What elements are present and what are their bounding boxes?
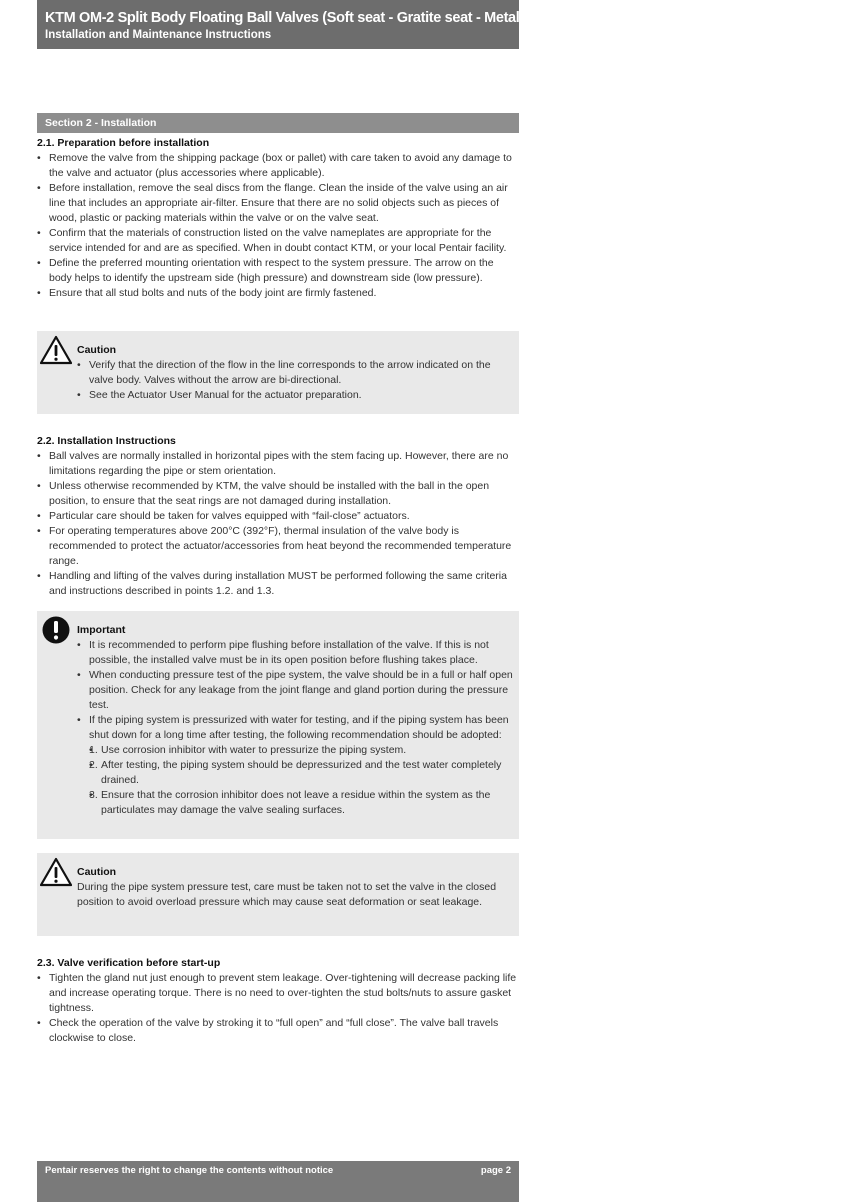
- important-list: [77, 638, 515, 818]
- caution-box-1: [37, 331, 519, 414]
- step-item: [89, 743, 515, 758]
- list-item: • Ball valves are normally installed in horizontal pipes with the stem facing up. However, there are no limitations regarding the pipe or stem orientation.: [37, 449, 519, 479]
- section-2-3: [37, 956, 519, 1046]
- caution-1-content: [77, 343, 515, 403]
- list-item: [77, 713, 515, 818]
- section-2-1: [37, 136, 519, 301]
- step-text: After testing, the piping system should be depressurized and the test water completely drained.: [101, 759, 502, 786]
- document-subtitle: Installation and Maintenance Instructions: [45, 29, 272, 41]
- list-item-text: If the piping system is pressurized with water for testing, and if the piping system has been shut down for a long time after testing, the following recommendation should be adopted:: [89, 714, 509, 741]
- section-title-bar: Section 2 - Installation: [37, 113, 519, 133]
- step-number: • 3.: [89, 789, 98, 801]
- list-item: • See the Actuator User Manual for the actuator preparation.: [77, 388, 515, 403]
- section-2-2: [37, 434, 519, 599]
- step-number: • 2.: [89, 759, 98, 771]
- caution-2-title: Caution: [77, 866, 117, 878]
- page-number: page 2: [480, 1165, 511, 1176]
- document-header: [37, 0, 556, 49]
- caution-box-2: [37, 853, 519, 936]
- list-item: • Verify that the direction of the flow in the line corresponds to the arrow indicated on the valve body. Valves without the arrow are bi-directional.: [77, 358, 515, 388]
- warning-triangle-icon: [40, 335, 72, 365]
- document-title: KTM OM-2 Split Body Floating Ball Valves (Soft seat - Gratite seat - Metal seat): [45, 10, 556, 26]
- page-footer: [37, 1161, 519, 1202]
- caution-1-list: [77, 358, 515, 403]
- list-item: • It is recommended to perform pipe flushing before installation of the valve. If this is not possible, the installed valve must be in its open position before flushing takes place.: [77, 638, 515, 668]
- caution-2-content: [77, 865, 515, 910]
- caution-1-title: Caution: [77, 344, 117, 356]
- list-2-2: [37, 449, 519, 599]
- step-number: • 1.: [89, 744, 98, 756]
- exclamation-circle-icon: [40, 615, 72, 645]
- list-item: • When conducting pressure test of the pipe system, the valve should be in a full or half open position. Check for any leakage from the joint flange and gland portion during the pressure test.: [77, 668, 515, 713]
- heading-2-3: 2.3. Valve verification before start-up: [37, 957, 221, 969]
- list-item: • Ensure that all stud bolts and nuts of the body joint are firmly fastened.: [37, 286, 519, 301]
- list-item: • Before installation, remove the seal discs from the flange. Clean the inside of the valve using an air line that includes an appropriate air-filter. Ensure that there are no solid objects such as pieces of wood, plastic or packing materials within the valve or on the valve seat.: [37, 181, 519, 226]
- list-item: • Handling and lifting of the valves during installation MUST be performed following the same criteria and instructions described in points 1.2. and 1.3.: [37, 569, 519, 599]
- heading-2-2: 2.2. Installation Instructions: [37, 435, 176, 447]
- step-text: Use corrosion inhibitor with water to pressurize the piping system.: [101, 744, 407, 756]
- list-2-1: [37, 151, 519, 301]
- list-item: • Confirm that the materials of construction listed on the valve nameplates are appropriate for the service intended for and are as specified. When in doubt contact KTM, or your local Pentair facility.: [37, 226, 519, 256]
- list-item: • Define the preferred mounting orientation with respect to the system pressure. The arrow on the body helps to identify the upstream side (high pressure) and downstream side (low pressure).: [37, 256, 519, 286]
- list-item: • Particular care should be taken for valves equipped with “fail-close” actuators.: [37, 509, 519, 524]
- caution-2-text: During the pipe system pressure test, care must be taken not to set the valve in the closed position to avoid overload pressure which may cause seat deformation or seat leakage.: [77, 881, 497, 908]
- step-item: [89, 788, 515, 818]
- list-2-3: [37, 971, 519, 1046]
- list-item: • For operating temperatures above 200°C (392°F), thermal insulation of the valve body is recommended to protect the actuator/accessories from heat beyond the recommended temperature range.: [37, 524, 519, 569]
- list-item: • Tighten the gland nut just enough to prevent stem leakage. Over-tightening will decrease packing life and increase operating torque. There is no need to over-tighten the stud bolts/nuts to assure gasket tightness.: [37, 971, 519, 1016]
- footer-notice: Pentair reserves the right to change the contents without notice: [45, 1165, 334, 1176]
- list-item: • Check the operation of the valve by stroking it to “full open” and “full close”. The valve ball travels clockwise to close.: [37, 1016, 519, 1046]
- important-content: [77, 623, 515, 818]
- list-item: • Unless otherwise recommended by KTM, the valve should be installed with the ball in the open position, to ensure that the seat rings are not damaged during installation.: [37, 479, 519, 509]
- important-box: [37, 611, 519, 839]
- step-item: [89, 758, 515, 788]
- step-text: Ensure that the corrosion inhibitor does not leave a residue within the system as the particulates may damage the valve sealing surfaces.: [101, 789, 491, 816]
- important-title: Important: [77, 624, 126, 636]
- important-steps: [89, 743, 515, 818]
- heading-2-1: 2.1. Preparation before installation: [37, 137, 210, 149]
- warning-triangle-icon: [40, 857, 72, 887]
- list-item: • Remove the valve from the shipping package (box or pallet) with care taken to avoid any damage to the valve and actuator (plus accessories where applicable).: [37, 151, 519, 181]
